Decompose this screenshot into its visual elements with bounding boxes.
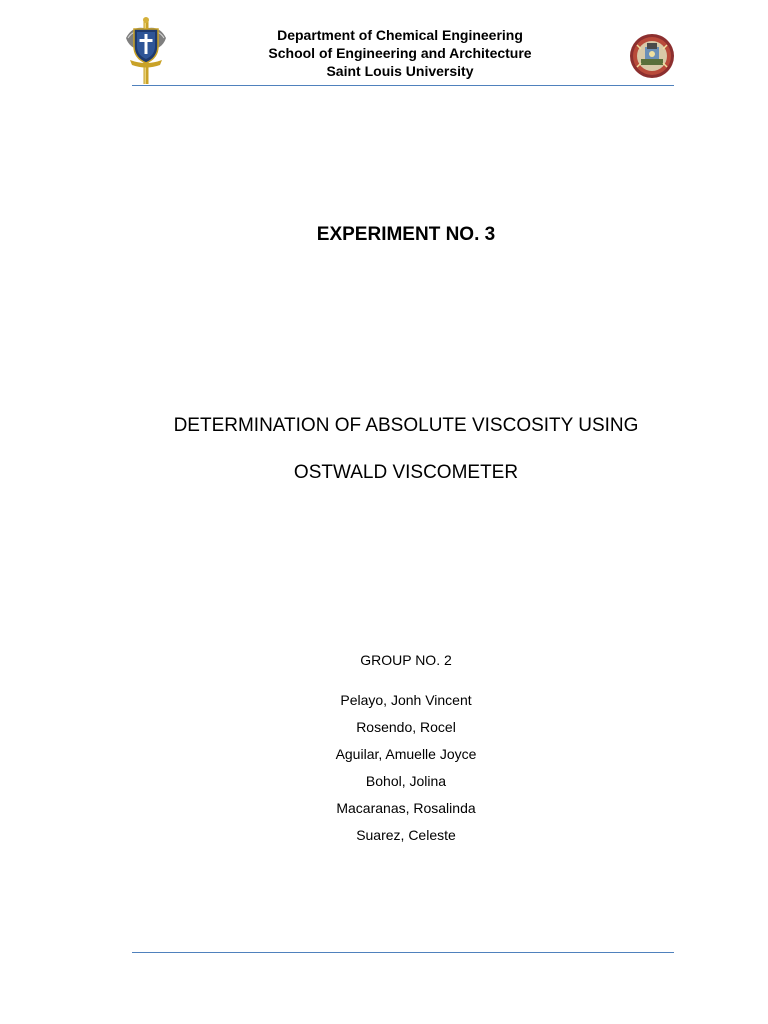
member-name: Macaranas, Rosalinda: [336, 800, 476, 816]
member-name: Aguilar, Amuelle Joyce: [335, 746, 477, 762]
member-name: Rosendo, Rocel: [356, 719, 456, 735]
experiment-number: EXPERIMENT NO. 3: [316, 224, 496, 245]
member-list: [0, 687, 768, 849]
department-name: Department of Chemical Engineering: [277, 27, 523, 43]
title-line-1: DETERMINATION OF ABSOLUTE VISCOSITY USING: [173, 415, 639, 436]
header-divider: [132, 85, 674, 86]
department-seal-icon: [629, 33, 675, 79]
school-name: School of Engineering and Architecture: [268, 45, 532, 61]
university-name: Saint Louis University: [326, 63, 474, 79]
member-name: Pelayo, Jonh Vincent: [340, 692, 472, 708]
footer-divider: [132, 952, 674, 953]
member-name: Bohol, Jolina: [365, 773, 447, 789]
member-name: Suarez, Celeste: [356, 827, 456, 843]
group-label: GROUP NO. 2: [360, 652, 452, 668]
title-line-2: OSTWALD VISCOMETER: [293, 462, 519, 483]
